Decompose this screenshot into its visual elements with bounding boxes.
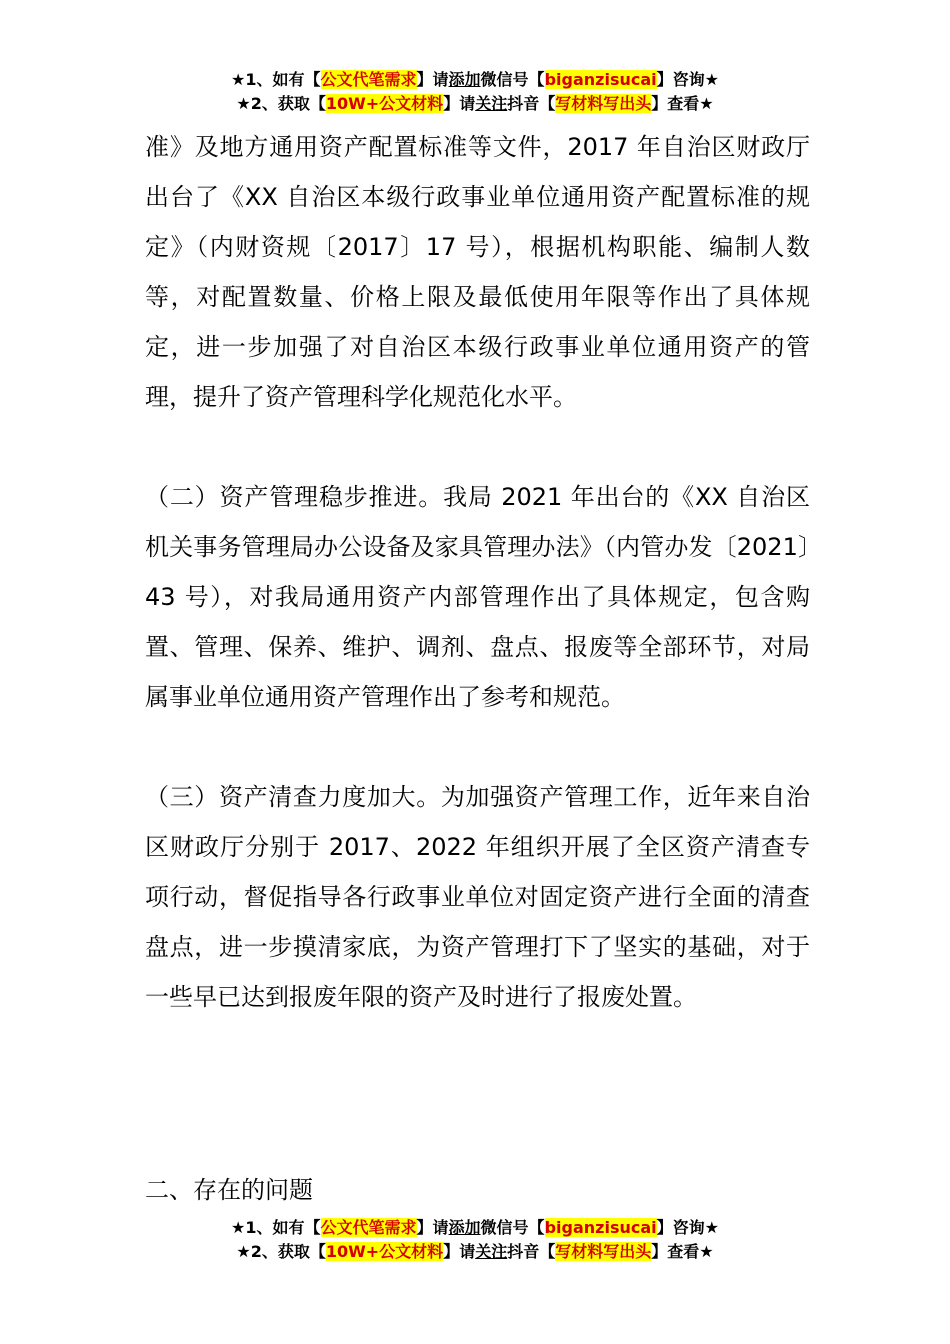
banner-line-2 <box>0 92 950 116</box>
bottom-banner <box>0 1216 950 1264</box>
paragraph-gap <box>145 422 810 472</box>
star-icon: ★ <box>699 1242 714 1261</box>
star-icon: ★ <box>236 1242 251 1261</box>
banner-text: 】查看 <box>651 94 700 113</box>
banner-text: 】咨询 <box>656 1218 705 1237</box>
highlight-wechat-id: biganzisucai <box>544 70 657 89</box>
banner-underlined-text: 添加 <box>448 1218 481 1237</box>
star-icon: ★ <box>704 1218 719 1237</box>
paragraph-1: 准》及地方通用资产配置标准等文件，2017 年自治区财政厅出台了《XX 自治区本级行政事业单位通用资产配置标准的规定》（内财资规〔2017〕17 号），根据机构职能、编制人数等，对配置数量、价格上限及最低使用年限等作出了具体规定，进一步加强了对自治区本级行政事业单位通用资产的管理，提升了资产管理科学化规范化水平。 <box>145 133 810 411</box>
banner-line-1 <box>0 68 950 92</box>
banner-underlined-text: 添加 <box>448 70 481 89</box>
highlight-service: 公文代笔需求 <box>320 70 417 89</box>
highlight-douyin: 写材料写出头 <box>555 1242 652 1261</box>
banner-text: 微信号【 <box>480 70 545 89</box>
banner-text: 抖音【 <box>507 94 556 113</box>
top-banner <box>0 68 950 116</box>
paragraph-2: （二）资产管理稳步推进。我局 2021 年出台的《XX 自治区机关事务管理局办公设备及家具管理办法》（内管办发〔2021〕43 号），对我局通用资产内部管理作出了具体规定，包含购置、管理、保养、维护、调剂、盘点、报废等全部环节，对局属事业单位通用资产管理作出了参考和规范。 <box>145 483 810 711</box>
banner-text: 微信号【 <box>480 1218 545 1237</box>
banner-line-1 <box>0 1216 950 1240</box>
banner-text: 】请 <box>416 70 449 89</box>
banner-text: 】请 <box>416 1218 449 1237</box>
banner-underlined-text: 关注 <box>475 94 508 113</box>
highlight-wechat-id: biganzisucai <box>544 1218 657 1237</box>
star-icon: ★ <box>704 70 719 89</box>
document-body <box>145 122 810 1022</box>
star-icon: ★ <box>231 1218 246 1237</box>
highlight-service: 公文代笔需求 <box>320 1218 417 1237</box>
star-icon: ★ <box>699 94 714 113</box>
banner-underlined-text: 关注 <box>475 1242 508 1261</box>
banner-text: 1、如有【 <box>245 1218 321 1237</box>
banner-text: 2、获取【 <box>250 1242 326 1261</box>
banner-text: 】请 <box>443 1242 476 1261</box>
highlight-douyin: 写材料写出头 <box>555 94 652 113</box>
paragraph-gap <box>145 722 810 772</box>
banner-text: 2、获取【 <box>250 94 326 113</box>
paragraph-3: （三）资产清查力度加大。为加强资产管理工作，近年来自治区财政厅分别于 2017、2022 年组织开展了全区资产清查专项行动，督促指导各行政事业单位对固定资产进行全面的清查盘点，进一步摸清家底，为资产管理打下了坚实的基础，对于一些早已达到报废年限的资产及时进行了报废处置。 <box>145 783 810 1011</box>
highlight-materials: 10W+公文材料 <box>325 94 444 113</box>
banner-text: 1、如有【 <box>245 70 321 89</box>
banner-text: 】咨询 <box>656 70 705 89</box>
section-heading: 二、存在的问题 <box>145 1176 313 1204</box>
star-icon: ★ <box>231 70 246 89</box>
banner-text: 抖音【 <box>507 1242 556 1261</box>
banner-text: 】查看 <box>651 1242 700 1261</box>
star-icon: ★ <box>236 94 251 113</box>
highlight-materials: 10W+公文材料 <box>325 1242 444 1261</box>
banner-line-2 <box>0 1240 950 1264</box>
banner-text: 】请 <box>443 94 476 113</box>
